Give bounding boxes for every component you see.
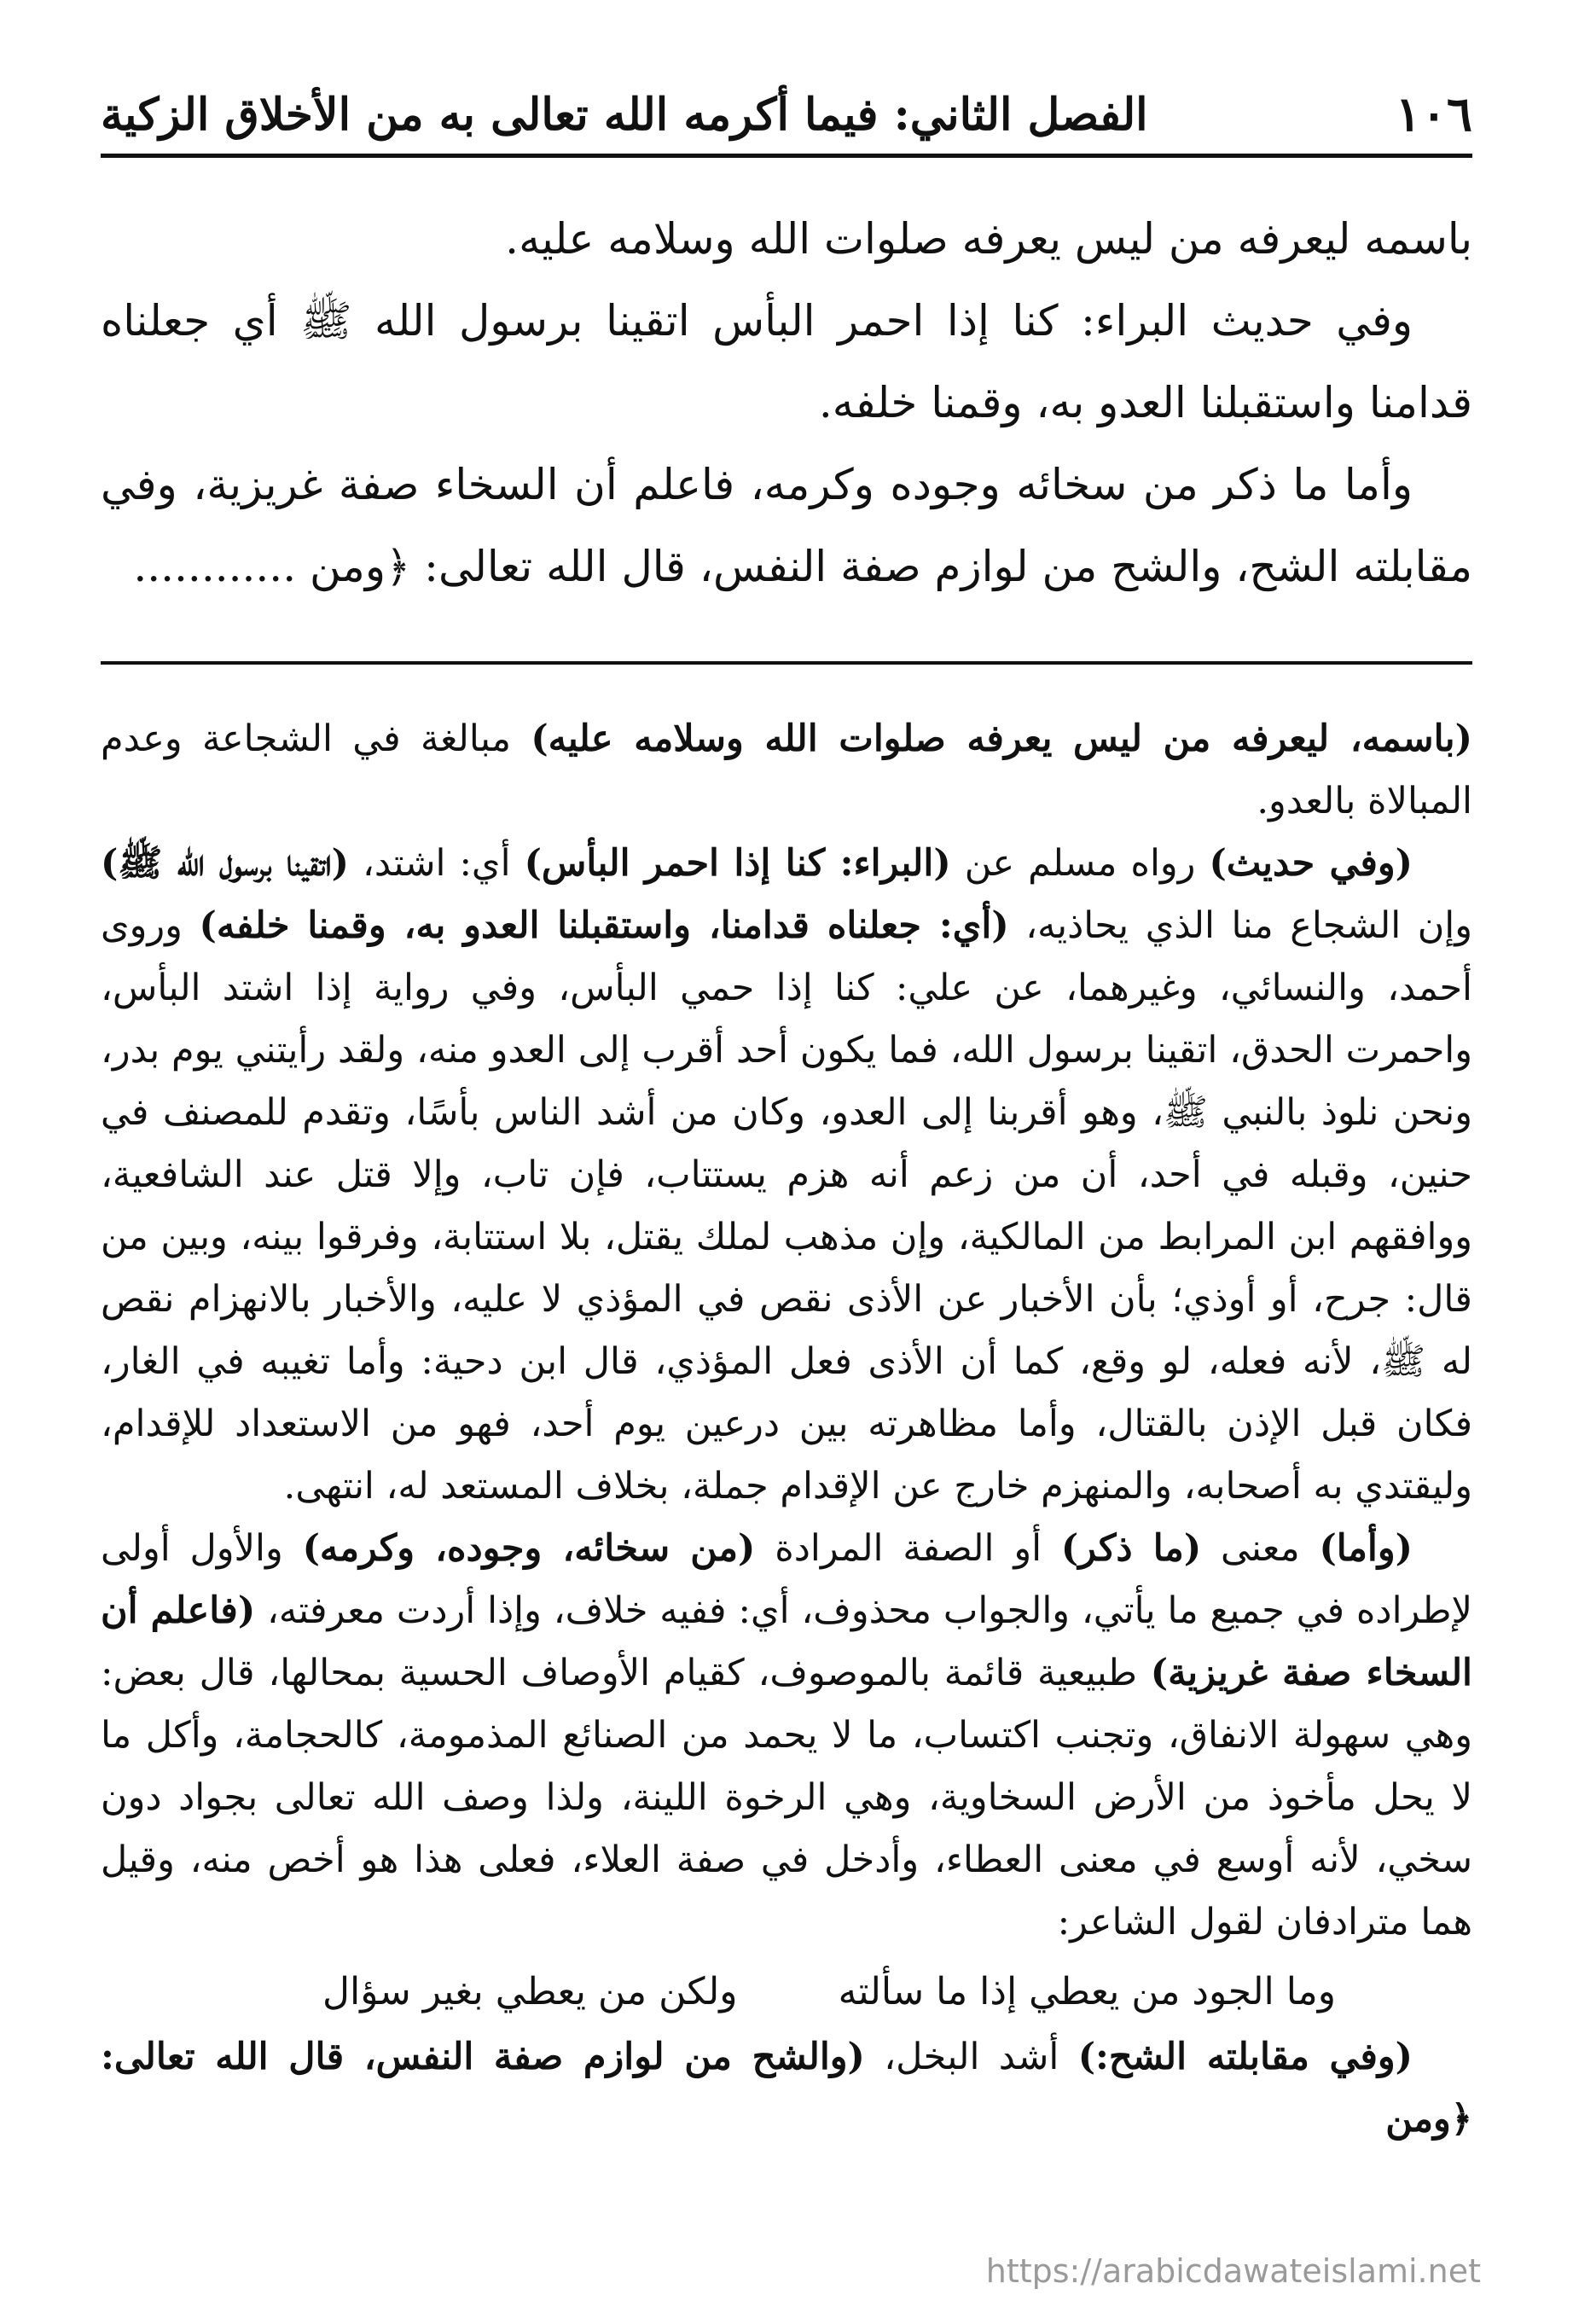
explanation-text: والأول أولى لإطراده في جميع ما يأتي، والجواب محذوف، أي: ففيه خلاف، وإذا أردت معرفته، (101, 1527, 1472, 1632)
explanation-text: طبيعية قائمة بالموصوف، كقيام الأوصاف الحسية بمحالها، قال بعض: وهي سهولة الانفاق، وتجنب اكتساب، ما لا يحمد من الصنائع المذمومة، كالحجامة، وأكل ما لا يحل مأخوذ من الأرض السخاوية، وهي الرخوة اللينة، ولذا وصف الله تعالى بجواد دون سخي، لأنه أوسع في معنى العطاء، وأدخل في صفة العلاء، فعلى هذا هو أخص منه، وقيل هما مترادفان لقول الشاعر: (101, 1652, 1472, 1943)
main-paragraph: وفي حديث البراء: كنا إذا احمر البأس اتقينا برسول الله ﷺ أي جعلناه قدامنا واستقبلنا العدو به، وقمنا خلفه. (101, 296, 1472, 427)
quoted-matn: (والشح من لوازم صفة النفس، قال الله تعالى: ﴿ومن (101, 2036, 1472, 2141)
main-paragraph: وأما ما ذكر من سخائه وجوده وكرمه، فاعلم أن السخاء صفة غريزية، وفي مقابلته الشح، والشح من لوازم صفة النفس، قال الله تعالى: ﴿ومن ............ (101, 460, 1472, 591)
explanation-text: وروى أحمد، والنسائي، وغيرهما، عن علي: كنا إذا حمي البأس، وفي رواية إذا اشتد البأس، واحمرت الحدق، اتقينا برسول الله، فما يكون أحد أقرب إلى العدو منه، ولقد رأيتني يوم بدر، ونحن نلوذ بالنبي ﷺ، وهو أقربنا إلى العدو، وكان من أشد الناس بأسًا، وتقدم للمصنف في حنين، وقبله في أحد، أن من زعم أنه هزم يستتاب، فإن تاب، وإلا قتل عند الشافعية، ووافقهم ابن المرابط من المالكية، وإن مذهب لملك يقتل، بلا استتابة، وفرقوا بينه، وبين من قال: جرح، أو أوذي؛ بأن الأخبار عن الأذى نقص في المؤذي لا عليه، والأخبار بالانهزام نقص له ﷺ، لأنه فعله، لو وقع، كما أن الأذى فعل المؤذي، قال ابن دحية: وأما تغيبه في الغار، فكان قبل الإذن بالقتال، وأما مظاهرته بين درعين يوم أحد، فهو من الاستعداد للإقدام، وليقتدي به أصحابه، والمنهزم خارج عن الإقدام جملة، بخلاف المستعد له، انتهى. (101, 904, 1472, 1508)
section-divider (101, 661, 1472, 665)
commentary-paragraph (101, 1518, 1472, 1954)
quoted-matn: (وفي مقابلته الشح:) (1077, 2036, 1413, 2078)
explanation-text: رواه مسلم عن (950, 842, 1210, 885)
watermark-url: https://arabicdawateislami.net (985, 2252, 1481, 2290)
commentary (101, 708, 1472, 2151)
quoted-matn: (ما ذكر) (1060, 1527, 1202, 1570)
quoted-matn: (أي: جعلناه قدامنا، واستقبلنا العدو به، وقمنا خلفه) (199, 904, 1009, 947)
quoted-matn: (من سخائه، وجوده، وكرمه) (302, 1527, 756, 1570)
verse-second-hemistich: ولكن من يعطي بغير سؤال (322, 1970, 738, 2013)
verse-first-hemistich: وما الجود من يعطي إذا ما سألته (838, 1970, 1336, 2013)
quoted-matn: (وفي حديث) (1209, 842, 1413, 885)
quoted-matn: (باسمه، ليعرفه من ليس يعرفه صلوات الله وسلامه عليه) (531, 718, 1472, 760)
explanation-text: وإن الشجاع منا الذي يحاذيه، (1008, 904, 1472, 947)
commentary-paragraph (101, 833, 1472, 1518)
poetry-verse (101, 1961, 1472, 2023)
main-paragraph: باسمه ليعرفه من ليس يعرفه صلوات الله وسلامه عليه. (505, 214, 1472, 264)
explanation-text: مبالغة في الشجاعة وعدم المبالاة بالعدو. (101, 718, 1472, 822)
explanation-text: أشد البخل، (864, 2036, 1078, 2078)
running-title: الفصل الثاني: فيما أكرمه الله تعالى به من الأخلاق الزكية (101, 88, 1148, 141)
explanation-text: أي: اشتد، (348, 842, 525, 885)
commentary-paragraph (101, 708, 1472, 833)
page-number: ١٠٦ (1395, 86, 1472, 142)
quoted-matn: (اتقينا برسول الله ﷺ) (101, 842, 349, 885)
commentary-paragraph (101, 2026, 1472, 2151)
page-header (101, 75, 1472, 158)
explanation-text: أو الصفة المرادة (755, 1527, 1061, 1570)
quoted-matn: (فاعلم أن السخاء صفة غريزية) (101, 1589, 1472, 1694)
quoted-matn: (البراء: كنا إذا احمر البأس) (524, 842, 951, 885)
explanation-text: معنى (1201, 1527, 1320, 1570)
main-text (101, 198, 1472, 607)
quoted-matn: (وأما) (1319, 1527, 1413, 1570)
